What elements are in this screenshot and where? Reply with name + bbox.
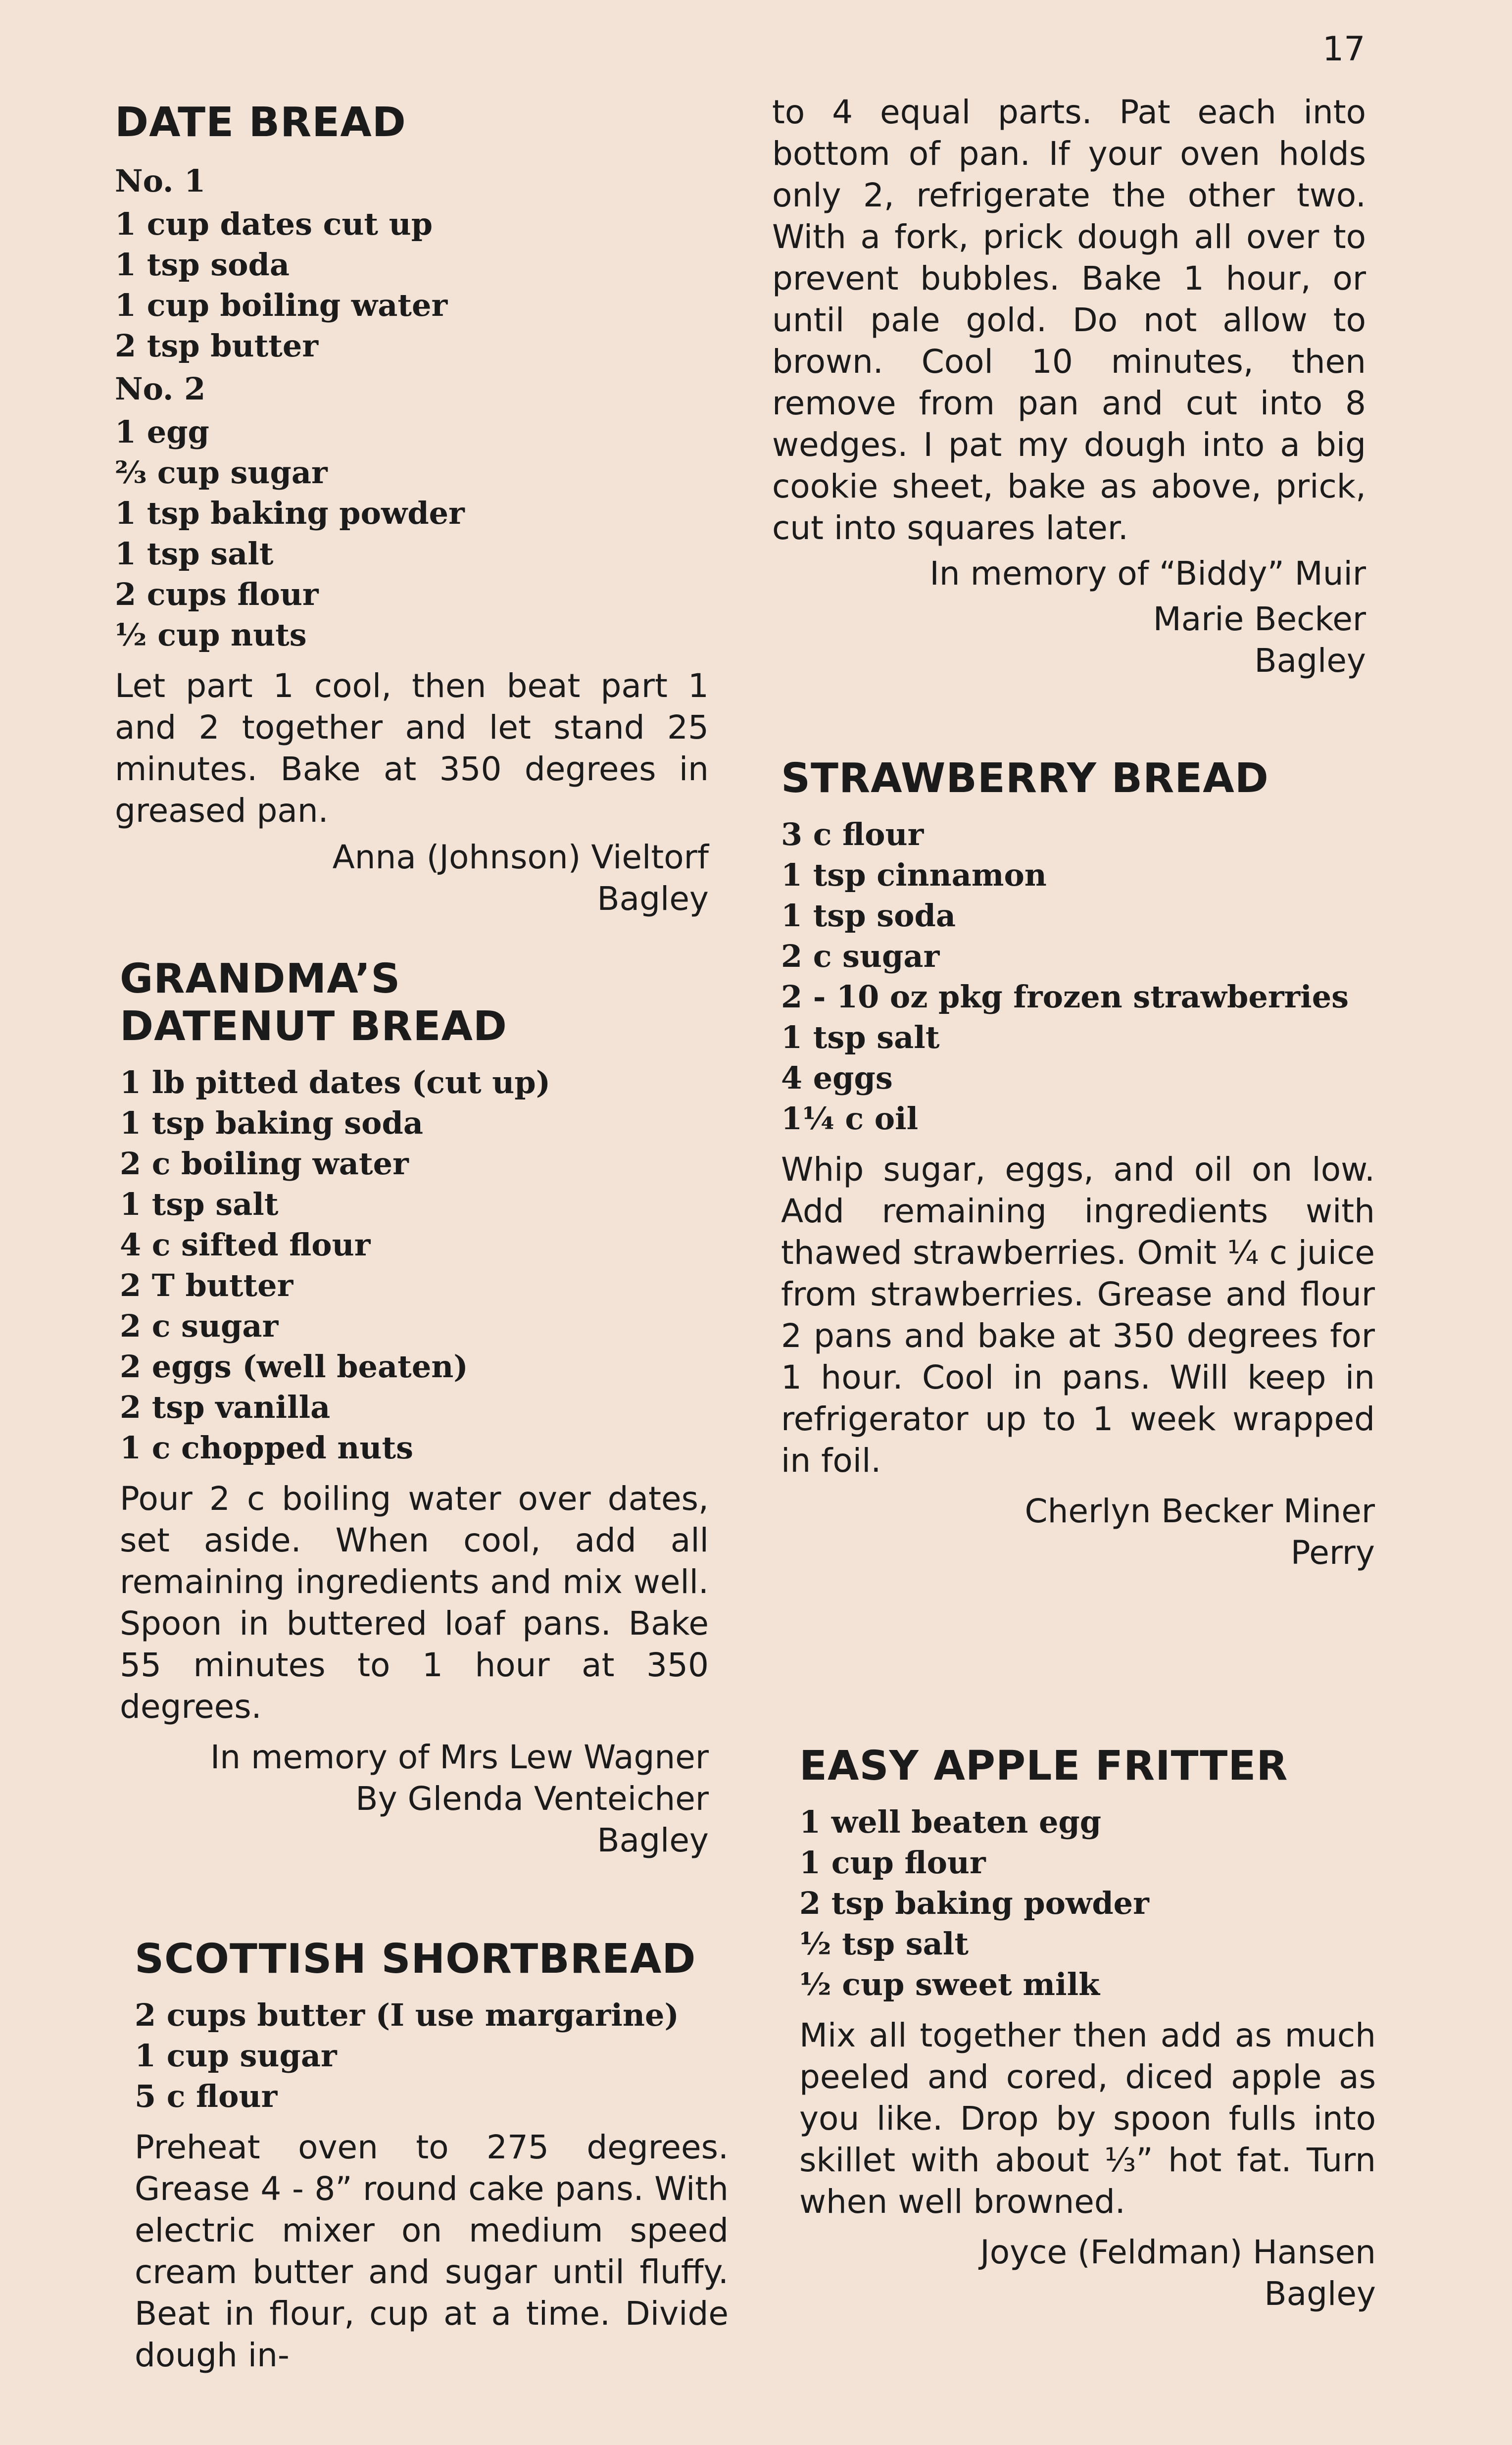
ingredient: 1 well beaten egg [799, 1804, 1102, 1840]
ingredient: 2 c boiling water [120, 1146, 409, 1182]
ingredient: 1 cup flour [799, 1845, 986, 1881]
recipe-credit-name: Joyce (Feldman) Hansen [980, 2233, 1376, 2271]
recipe-instructions: Pour 2 c boiling water over dates, set aside. When cool, add all remaining ingredients and mix well. Spoon in buttered loaf pans. Bake 55 minutes to 1 hour at 350 degrees. [120, 1480, 709, 1726]
recipe-credit-name: Anna (Johnson) Vieltorf [332, 838, 709, 876]
ingredient: 1 egg [115, 414, 209, 450]
ingredient: 1 tsp baking powder [115, 495, 465, 531]
ingredient: 1 tsp salt [115, 536, 274, 572]
ingredient-group-label: No. 1 [115, 163, 206, 199]
ingredient: 1 tsp soda [115, 247, 290, 283]
recipe-title: GRANDMA’S [120, 955, 401, 1002]
ingredient: 2 - 10 oz pkg frozen strawberries [781, 979, 1349, 1015]
recipe-instructions: Let part 1 cool, then beat part 1 and 2 together and let stand 25 minutes. Bake at 350 degrees in greased pan. [115, 667, 709, 830]
recipe-datenut-bread [120, 955, 709, 1861]
recipe-date-bread [115, 99, 709, 920]
recipe-strawberry-bread [781, 755, 1375, 1574]
ingredient: 1¼ c oil [781, 1100, 919, 1137]
recipe-credit-place: Bagley [1254, 642, 1366, 680]
ingredient: 1 tsp cinnamon [781, 857, 1047, 893]
ingredient: 2 eggs (well beaten) [120, 1348, 468, 1385]
ingredient: 1 tsp baking soda [120, 1105, 424, 1141]
recipe-easy-apple-fritter [799, 1743, 1376, 2315]
recipe-credit-place: Perry [1290, 1534, 1375, 1572]
recipe-scottish-shortbread [135, 1936, 729, 2376]
ingredient: ½ cup nuts [115, 617, 307, 653]
recipe-credit-place: Bagley [1264, 2275, 1376, 2313]
recipe-title: EASY APPLE FRITTER [799, 1743, 1288, 1790]
recipe-credit-place: Bagley [597, 1821, 709, 1859]
ingredient: 2 tsp vanilla [120, 1389, 331, 1425]
recipe-title: DATE BREAD [115, 99, 406, 146]
ingredient: 1 cup dates cut up [115, 206, 433, 242]
ingredient: 1 lb pitted dates (cut up) [120, 1064, 551, 1100]
ingredient: 2 tsp butter [115, 328, 319, 364]
recipe-instructions: to 4 equal parts. Pat each into bottom of pan. If your oven holds only 2, refrigerate the other two. With a fork, prick dough all over to prevent bubbles. Bake 1 hour, or until pale gold. Do not allow to brown. Cool 10 minutes, then remove from pan and cut into 8 wedges. I pat my dough into a big cookie sheet, bake as above, prick, cut into squares later. [772, 93, 1366, 547]
recipe-title: DATENUT BREAD [120, 1003, 507, 1050]
ingredient: 1 c chopped nuts [120, 1430, 414, 1466]
ingredient: 5 c flour [135, 2078, 278, 2114]
ingredient: 2 T butter [120, 1267, 293, 1303]
recipe-instructions: Mix all together then add as much peeled and cored, diced apple as you like. Drop by spoon fulls into skillet with about ⅓” hot fat. Turn when well browned. [799, 2016, 1376, 2221]
ingredient-group-label: No. 2 [115, 371, 206, 407]
recipe-shortbread-continued [772, 92, 1366, 682]
ingredient: ½ tsp salt [799, 1926, 969, 1962]
ingredient: ½ cup sweet milk [799, 1966, 1100, 2002]
recipe-credit-line: In memory of “Biddy” Muir [929, 554, 1366, 593]
recipe-instructions: Whip sugar, eggs, and oil on low. Add remaining ingredients with thawed strawberries. Omit ¼ c juice from strawberries. Grease and flour 2 pans and bake at 350 degrees for 1 hour. Cool in pans. Will keep in refrigerator up to 1 week wrapped in foil. [781, 1150, 1375, 1480]
ingredient: 1 cup sugar [135, 2038, 337, 2074]
recipe-instructions: Preheat oven to 275 degrees. Grease 4 - 8” round cake pans. With electric mixer on medium speed cream butter and sugar until fluffy. Beat in flour, cup at a time. Divide dough in- [135, 2128, 729, 2374]
recipe-credit-line: By Glenda Venteicher [355, 1780, 709, 1818]
ingredient: 1 tsp soda [781, 898, 956, 934]
recipe-credit-name: Marie Becker [1153, 600, 1366, 638]
ingredient: 2 c sugar [781, 938, 940, 974]
ingredient: ⅔ cup sugar [115, 454, 328, 491]
ingredient: 1 cup boiling water [115, 287, 448, 323]
ingredient: 1 tsp salt [120, 1186, 279, 1222]
ingredient: 4 c sifted flour [120, 1227, 371, 1263]
ingredient: 2 cups flour [115, 576, 319, 612]
recipe-title: SCOTTISH SHORTBREAD [135, 1936, 696, 1983]
ingredient: 4 eggs [781, 1060, 893, 1096]
recipe-credit-line: In memory of Mrs Lew Wagner [210, 1738, 709, 1776]
recipe-credit-name: Cherlyn Becker Miner [1024, 1492, 1375, 1530]
ingredient: 2 tsp baking powder [799, 1885, 1149, 1921]
ingredient: 3 c flour [781, 816, 924, 852]
ingredient: 1 tsp salt [781, 1019, 940, 1055]
ingredient: 2 c sugar [120, 1308, 279, 1344]
ingredient: 2 cups butter (I use margarine) [135, 1997, 679, 2033]
page-number: 17 [1322, 30, 1366, 69]
recipe-title: STRAWBERRY BREAD [781, 755, 1269, 802]
recipe-credit-place: Bagley [597, 880, 709, 918]
